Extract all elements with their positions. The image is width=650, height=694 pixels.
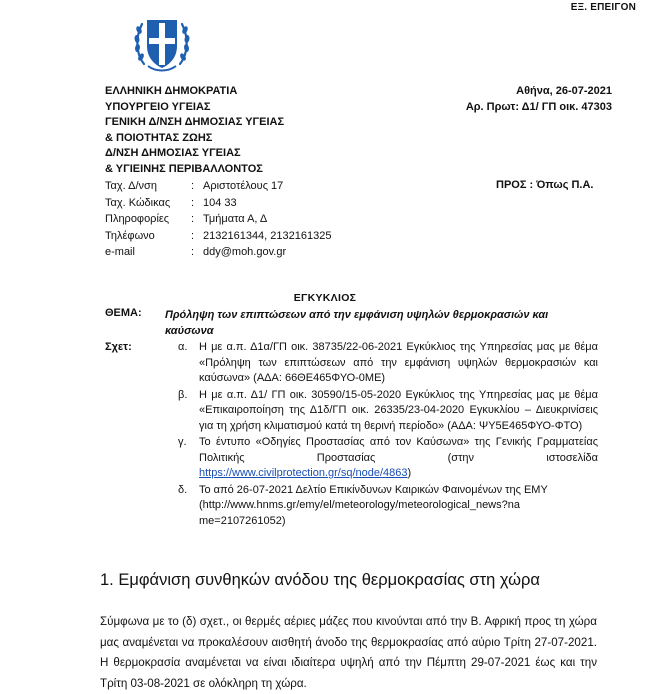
reference-item xyxy=(178,435,598,482)
contact-value: Αριστοτέλους 17 xyxy=(203,180,284,192)
contact-colon: : xyxy=(191,246,195,258)
body-paragraph: Σύμφωνα με το (δ) σχετ., οι θερμές αέριες μάζες που κινούνται από την Β. Αφρική προς τη χώρα μας αναμένεται να προκαλέσουν αισθητή άνοδο της θερμοκρασίας από αύριο Τρίτη 27-07-2021. Η θερμοκρασία αναμένεται να είναι ιδιαίτερα υψηλή από την Πέμπτη 29-07-2021 έως και την Τρίτη 03-08-2021 σε ολόκληρη τη χώρα. xyxy=(100,615,597,690)
reference-marker: δ. xyxy=(178,483,188,496)
contact-value: ddy@moh.gov.gr xyxy=(203,246,287,258)
recipient: ΠΡΟΣ : Όπως Π.Α. xyxy=(496,179,594,191)
document-type: ΕΓΚΥΚΛΙΟΣ xyxy=(293,292,357,304)
reference-closing: ) xyxy=(407,467,412,479)
reference-item xyxy=(178,483,598,530)
org-line: Δ/ΝΣΗ ΔΗΜΟΣΙΑΣ ΥΓΕΙΑΣ xyxy=(105,147,241,160)
org-line: & ΥΓΙΕΙΝΗΣ ΠΕΡΙΒΑΛΛΟΝΤΟΣ xyxy=(105,162,263,175)
reference-text: Η με α.π. Δ1/ ΓΠ οικ. 30590/15-05-2020 Εγκύκλιος της Υπηρεσίας μας με θέμα «Επικαιροποίηση της Δ1δ/ΓΠ οικ. 26335/23-04-2020 Εγκυκλίου – Διευκρινίσεις για τη χρήση κλιματισμού κατά τη θερινή περίοδο» (ΑΔΑ: ΨΥ5Ε465ΦΥΟ-ΦΤΟ) xyxy=(199,388,598,432)
contact-label: Ταχ. Δ/νση xyxy=(105,180,157,192)
urgency-label: ΕΞ. ΕΠΕΙΓΟΝ xyxy=(570,2,636,13)
contact-row xyxy=(105,195,331,212)
references-list xyxy=(178,340,598,530)
issuing-authority xyxy=(105,84,284,178)
section-heading: 1. Εμφάνιση συνθηκών ανόδου της θερμοκρασίας στη χώρα xyxy=(100,571,540,589)
coat-of-arms-icon xyxy=(134,12,190,74)
reference-item xyxy=(178,340,598,387)
contact-colon: : xyxy=(191,229,195,242)
civil-protection-link[interactable]: https://www.civilprotection.gr/sq/node/4863 xyxy=(199,467,408,479)
reference-marker: β. xyxy=(178,388,188,401)
contact-label: Πληροφορίες xyxy=(105,213,170,225)
reference-text: Η με α.π. Δ1α/ΓΠ οικ. 38735/22-06-2021 Εγκύκλιος της Υπηρεσίας μας με θέμα «Πρόληψη των επιπτώσεων από την εμφάνιση υψηλών θερμοκρασιών και καύσωνα» (ΑΔΑ: 66ΘΕ465ΦΥΟ-0ΜΕ) xyxy=(199,341,598,384)
contact-value: 2132161344, 2132161325 xyxy=(203,229,332,242)
contact-label: e-mail xyxy=(105,246,135,258)
contact-colon: : xyxy=(191,180,195,192)
org-line: ΓΕΝΙΚΗ Δ/ΝΣΗ ΔΗΜΟΣΙΑΣ ΥΓΕΙΑΣ xyxy=(105,116,285,129)
contact-label: Τηλέφωνο xyxy=(105,229,155,242)
contact-value: 104 33 xyxy=(203,196,237,209)
protocol-number: Αρ. Πρωτ: Δ1/ ΓΠ οικ. 47303 xyxy=(465,100,612,113)
org-line: & ΠΟΙΟΤΗΤΑΣ ΖΩΗΣ xyxy=(105,131,213,144)
contact-row xyxy=(105,178,331,195)
contact-value: Τμήματα Α, Δ xyxy=(203,213,268,225)
org-line: ΕΛΛΗΝΙΚΗ ΔΗΜΟΚΡΑΤΙΑ xyxy=(105,85,238,97)
reference-text: Το από 26-07-2021 Δελτίο Επικίνδυνων Καιρικών Φαινομένων της ΕΜΥ (http://www.hnms.gr/emy/el/meteorology/meteorological_news?na me=2107261052) xyxy=(199,483,548,527)
reference-text: Το έντυπο «Οδηγίες Προστασίας από τον Καύσωνα» της Γενικής Γραμματείας Πολιτικής Προστασίας (στην ιστοσελίδα xyxy=(199,436,598,464)
subject-text: Πρόληψη των επιπτώσεων από την εμφάνιση υψηλών θερμοκρασιών και καύσωνα xyxy=(165,309,549,337)
contact-colon: : xyxy=(191,213,195,225)
references-label: Σχετ: xyxy=(105,341,132,353)
reference-marker: α. xyxy=(178,341,188,353)
contact-row xyxy=(105,211,331,228)
date-line: Αθήνα, 26-07-2021 xyxy=(516,85,612,97)
contact-label: Ταχ. Κώδικας xyxy=(105,196,171,209)
reference-text-wrap xyxy=(199,435,598,482)
date-and-protocol xyxy=(466,84,612,115)
contact-row xyxy=(105,228,331,245)
reference-marker: γ. xyxy=(178,436,187,448)
contact-details xyxy=(105,178,331,261)
org-line: ΥΠΟΥΡΓΕΙΟ ΥΓΕΙΑΣ xyxy=(105,100,211,113)
subject-label: ΘΕΜΑ: xyxy=(105,307,142,319)
contact-row xyxy=(105,244,331,261)
subject-block xyxy=(105,307,595,339)
contact-colon: : xyxy=(191,196,195,209)
reference-item xyxy=(178,388,598,435)
